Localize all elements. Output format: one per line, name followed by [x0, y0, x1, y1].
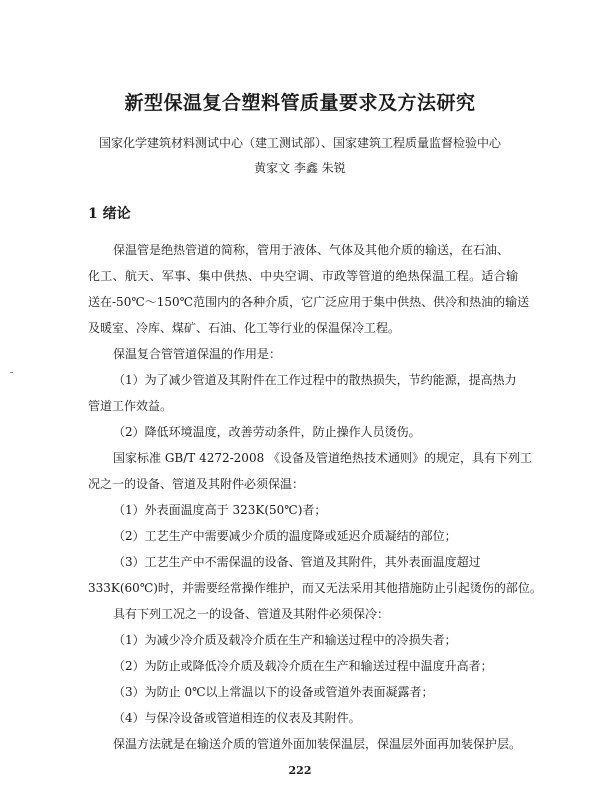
- body-line: （2）工艺生产中需要减少介质的温度降或延迟介质凝结的部位；: [113, 529, 457, 543]
- body-line: 国家标准 GB/T 4272-2008 《设备及管道绝热技术通则》的规定，具有下列工: [113, 451, 533, 465]
- body-line: 况之一的设备、管道及其附件必须保温：: [88, 477, 305, 491]
- paper-title: 新型保温复合塑料管质量要求及方法研究: [124, 92, 476, 114]
- body-line: （1）外表面温度高于 323K(50℃)者；: [113, 503, 327, 517]
- body-line: 具有下列工况之一的设备、管道及其附件必须保冷：: [113, 607, 390, 621]
- page-number: 222: [288, 764, 312, 777]
- body-line: 送在-50℃～150℃范围内的各种介质，它广泛应用于集中供热、供冷和热油的输送: [88, 295, 530, 309]
- author-names: 黄家文 李鑫 朱锐: [254, 161, 346, 175]
- body-line: （3）工艺生产中不需保温的设备、管道及其附件，其外表面温度超过: [113, 555, 481, 569]
- body-line: （2）为防止或降低冷介质及载冷介质在生产和输送过程中温度升高者；: [113, 659, 493, 673]
- body-line: （1）为了减少管道及其附件在工作过程中的散热损失，节约能源，提高热力: [113, 373, 517, 387]
- author-affiliation: 国家化学建筑材料测试中心（建工测试部）、国家建筑工程质量监督检验中心: [98, 136, 501, 150]
- body-line: 及暖室、冷库、煤矿、石油、化工等行业的保温保冷工程。: [88, 321, 401, 335]
- body-line: 保温复合管管道保温的作用是：: [113, 347, 282, 361]
- body-line: 保温方法就是在输送介质的管道外面加装保温层，保温层外面再加装保护层。: [113, 737, 522, 751]
- body-line: （2）降低环境温度，改善劳动条件，防止操作人员烫伤。: [113, 425, 421, 439]
- body-line: （1）为减少冷介质及载冷介质在生产和输送过程中的冷损失者；: [113, 633, 457, 647]
- section-heading-introduction: 1 绪论: [88, 206, 131, 222]
- body-line: 管道工作效益。: [88, 399, 173, 413]
- body-line: 化工、航天、军事、集中供热、中央空调、市政等管道的绝热保温工程。适合输: [88, 269, 518, 283]
- body-line: （3）为防止 0℃以上常温以下的设备或管道外表面凝露者；: [113, 685, 434, 699]
- body-line: 保温管是绝热管道的简称，管用于液体、气体及其他介质的输送，在石油、: [113, 243, 510, 257]
- body-line: 333K(60℃)时，并需要经常操作维护，而又无法采用其他措施防止引起烫伤的部位。: [88, 581, 542, 595]
- body-line: （4）与保冷设备或管道相连的仪表及其附件。: [113, 711, 361, 725]
- scan-artifact: [10, 372, 13, 373]
